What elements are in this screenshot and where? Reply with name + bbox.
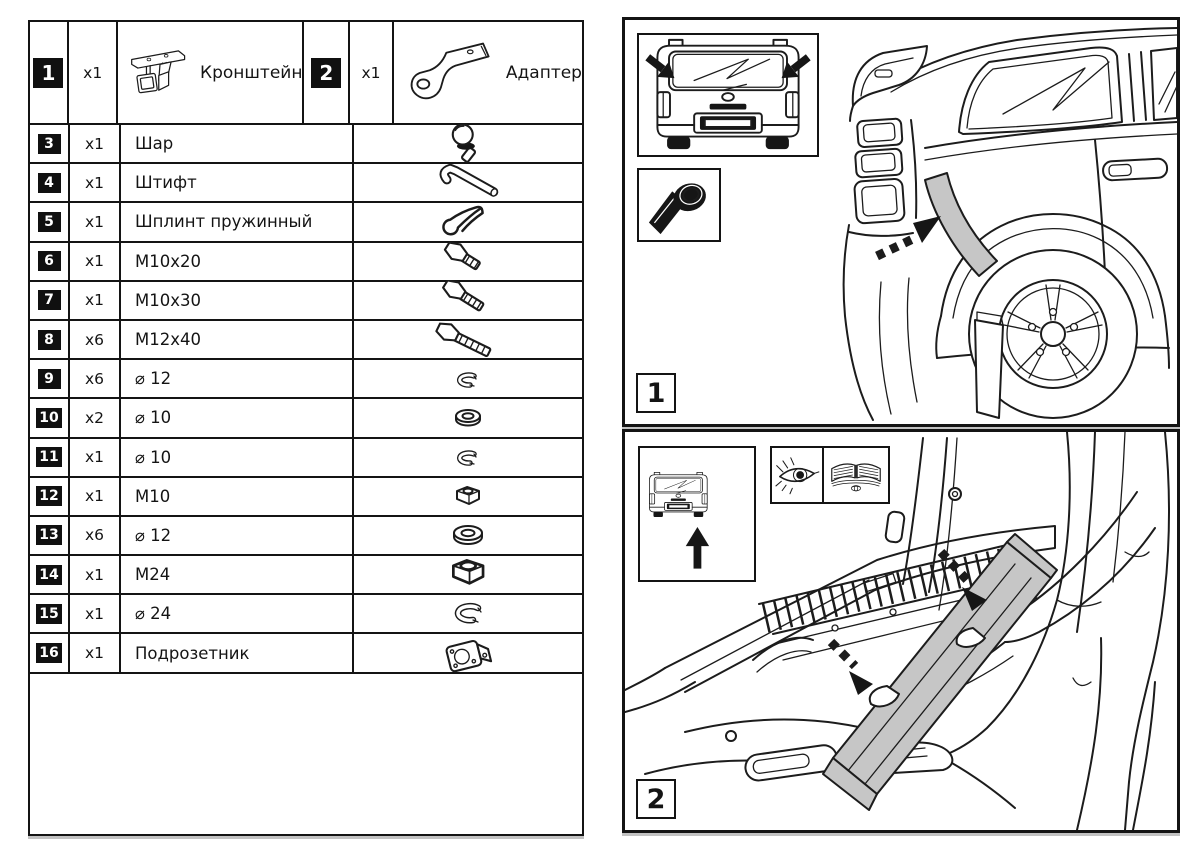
- part-name: M10: [121, 478, 354, 515]
- table-row: [30, 439, 582, 478]
- part-name: Шплинт пружинный: [121, 203, 354, 240]
- nut-icon: [436, 482, 500, 510]
- hitch-pin-icon: [430, 163, 506, 203]
- part-name: ⌀ 12: [121, 517, 354, 554]
- see-owners-manual-thumbnail: [770, 446, 890, 504]
- part-number-badge: 2: [311, 58, 341, 88]
- part-number-badge: 3: [38, 134, 61, 154]
- part-number-badge: 13: [36, 525, 61, 545]
- eye-icon: [772, 451, 822, 499]
- part-number-badge: 4: [38, 173, 61, 193]
- rear-view-car-illustration: [641, 449, 753, 579]
- table-row: [30, 164, 582, 203]
- part-number-badge: 5: [38, 212, 61, 232]
- table-row: [30, 321, 582, 360]
- part-qty: x6: [70, 360, 121, 397]
- part-name: ⌀ 10: [121, 439, 354, 476]
- rear-view-bumper-arrow-thumbnail: [638, 446, 756, 582]
- bolt-icon: [431, 241, 505, 281]
- part-name: ⌀ 12: [121, 360, 354, 397]
- part-number-badge: 15: [36, 604, 61, 624]
- step-number-box: [636, 779, 676, 819]
- long-bolt-icon: [426, 320, 510, 360]
- table-row: [30, 125, 582, 164]
- part-name: Штифт: [121, 164, 354, 201]
- masking-tape-thumbnail: [637, 168, 721, 242]
- rear-view-car-illustration: [640, 36, 816, 154]
- part-number-badge: 8: [38, 330, 61, 350]
- part-name: M24: [121, 556, 354, 593]
- part-qty: x2: [70, 399, 121, 436]
- table-empty-area: [30, 674, 582, 834]
- part-qty: x6: [70, 321, 121, 358]
- part-name: Подрозетник: [121, 634, 354, 671]
- owners-manual-book-icon: [826, 451, 886, 499]
- part-number-badge: 9: [38, 369, 61, 389]
- rear-view-corner-arrows-thumbnail: [637, 33, 819, 157]
- step-number-box: [636, 373, 676, 413]
- table-row: [30, 517, 582, 556]
- part-qty: x6: [70, 517, 121, 554]
- parts-table-featured-row: [30, 22, 582, 125]
- large-spring-washer-icon: [436, 598, 500, 630]
- tow-ball-icon: [432, 123, 504, 165]
- part-qty: x1: [70, 164, 121, 201]
- flat-washer-icon: [436, 520, 500, 550]
- part-number-badge: 1: [33, 58, 63, 88]
- part-qty: x1: [70, 595, 121, 632]
- part-number-badge: 11: [36, 447, 61, 467]
- step-2-panel: [622, 429, 1180, 833]
- part-name: M10x20: [121, 243, 354, 280]
- part-number-badge: 6: [38, 251, 61, 271]
- hitch-bracket-illustration: [128, 31, 190, 115]
- table-row: [30, 243, 582, 282]
- part-name: Кронштейн: [200, 62, 303, 83]
- table-row: [30, 282, 582, 321]
- part-qty: x1: [70, 439, 121, 476]
- flat-washer-icon: [436, 404, 500, 432]
- part-qty: x1: [350, 22, 394, 123]
- part-number-badge: 10: [36, 408, 61, 428]
- part-qty: x1: [69, 22, 119, 123]
- table-row: [30, 478, 582, 517]
- tape-roll-icon: [641, 172, 717, 238]
- spring-cotter-icon: [431, 203, 505, 241]
- part-qty: x1: [70, 634, 121, 671]
- part-qty: x1: [70, 125, 121, 162]
- step-number: 2: [646, 783, 666, 815]
- part-number-badge: 12: [36, 486, 61, 506]
- ball-mount-adapter-illustration: [404, 35, 496, 111]
- step-1-panel: [622, 17, 1180, 427]
- part-name: M12x40: [121, 321, 354, 358]
- table-row: [30, 634, 582, 673]
- part-name: ⌀ 24: [121, 595, 354, 632]
- part-qty: x1: [70, 243, 121, 280]
- table-row: [30, 556, 582, 595]
- part-qty: x1: [70, 282, 121, 319]
- part-name: Адаптер: [505, 62, 582, 83]
- spring-washer-icon: [436, 367, 500, 391]
- table-row: [30, 399, 582, 438]
- parts-table: [28, 20, 584, 836]
- part-name: M10x30: [121, 282, 354, 319]
- spring-washer-icon: [436, 445, 500, 469]
- part-number-badge: 14: [36, 565, 61, 585]
- step-number: 1: [646, 377, 666, 409]
- table-row: [30, 360, 582, 399]
- table-row: [30, 203, 582, 242]
- socket-plate-icon: [430, 630, 506, 676]
- up-arrow-icon: [686, 527, 709, 569]
- part-name: Шар: [121, 125, 354, 162]
- part-qty: x1: [70, 203, 121, 240]
- bolt-icon: [431, 280, 505, 320]
- large-nut-icon: [436, 558, 500, 592]
- part-name: ⌀ 10: [121, 399, 354, 436]
- part-qty: x1: [70, 556, 121, 593]
- part-qty: x1: [70, 478, 121, 515]
- table-row: [30, 595, 582, 634]
- part-number-badge: 16: [36, 643, 61, 663]
- part-number-badge: 7: [38, 290, 61, 310]
